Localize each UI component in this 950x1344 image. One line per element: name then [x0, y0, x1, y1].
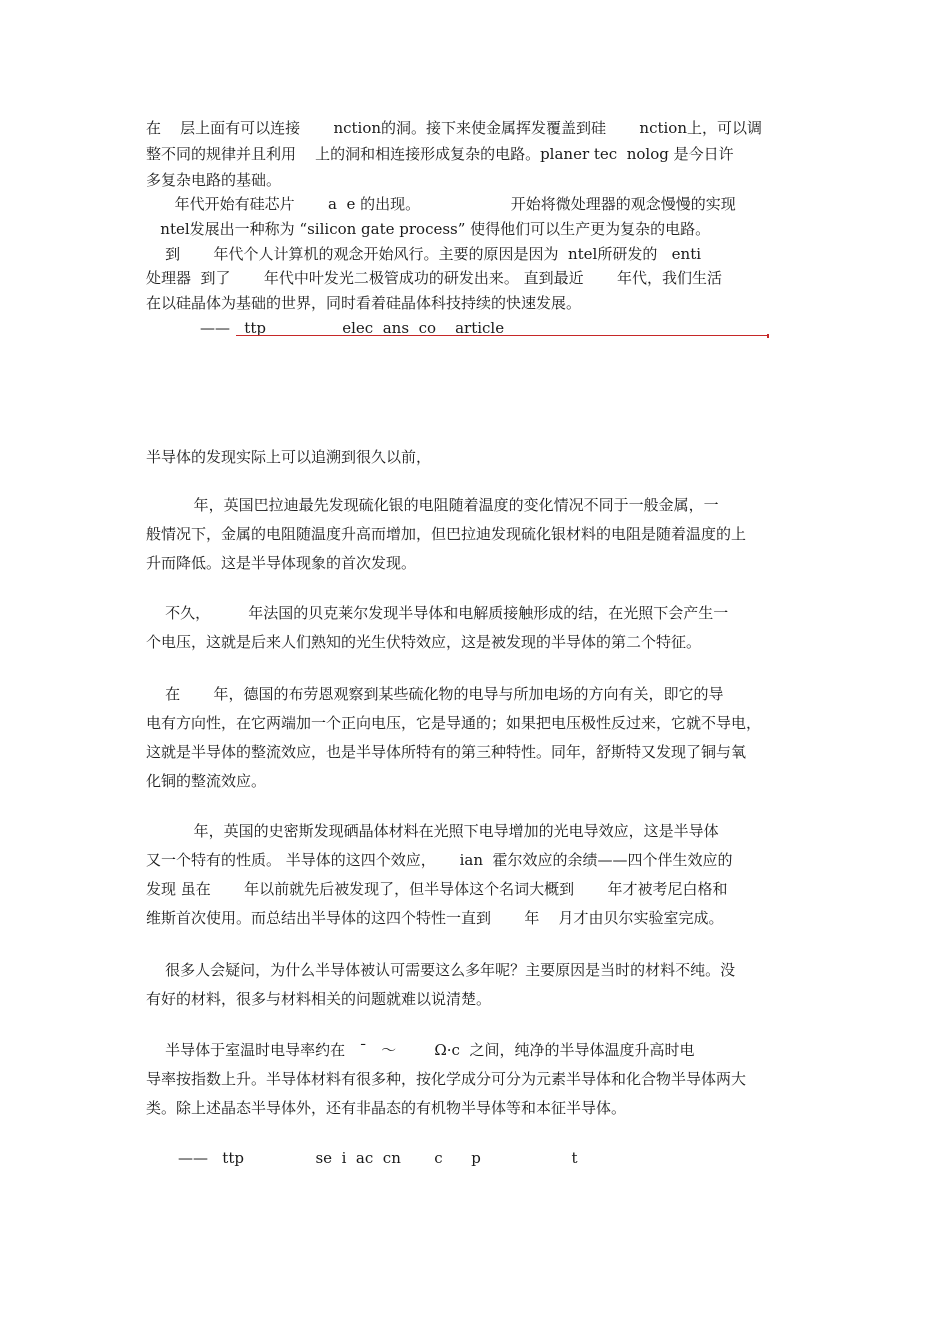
text-line: 这就是半导体的整流效应，也是半导体所特有的第三种特性。同年，舒斯特又发现了铜与氧: [146, 743, 747, 761]
text-line: 个电压，这就是后来人们熟知的光生伏特效应，这是被发现的半导体的第二个特征。: [146, 633, 702, 651]
text-line: 电有方向性，在它两端加一个正向电压，它是导通的；如果把电压极性反过来，它就不导电，: [146, 714, 762, 732]
text-line: 不久， 年法国的贝克莱尔发现半导体和电解质接触形成的结，在光照下会产生一: [146, 604, 729, 622]
text-line: 在 年，德国的布劳恩观察到某些硫化物的电导与所加电场的方向有关，即它的导: [146, 685, 724, 703]
text-line: 般情况下，金属的电阻随温度升高而增加，但巴拉迪发现硫化银材料的电阻是随着温度的上: [146, 525, 747, 543]
text-line: 处理器 到了 年代中叶发光二极管成功的研发出来。 直到最近 年代，我们生活: [146, 269, 723, 287]
text-line: 有好的材料，很多与材料相关的问题就难以说清楚。: [146, 990, 492, 1008]
text-line: 年，英国巴拉迪最先发现硫化银的电阻随着温度的变化情况不同于一般金属，一: [146, 496, 719, 514]
reference-link[interactable]: —— ttp elec ans co article: [200, 319, 505, 337]
text-line: 维斯首次使用。而总结出半导体的这四个特性一直到 年 月才由贝尔实验室完成。: [146, 909, 724, 927]
text-line: 年代开始有硅芯片 a e 的出现。 开始将微处理器的观念慢慢的实现: [146, 195, 736, 213]
text-line: ntel发展出一种称为 “silicon gate process” 使得他们可以生产更为复杂的电路。: [146, 220, 711, 238]
text-line: 发现 虽在 年以前就先后被发现了，但半导体这个名词大概到 年才被考尼白格和: [146, 880, 728, 898]
text-line: 到 年代个人计算机的观念开始风行。主要的原因是因为 ntel所研发的 enti: [146, 245, 702, 263]
text-line: 又一个特有的性质。 半导体的这四个效应， ian 霍尔效应的余绩——四个伴生效应的: [146, 851, 733, 869]
text-line: 化铜的整流效应。: [146, 772, 267, 790]
text-line: 多复杂电路的基础。: [146, 171, 282, 189]
text-line: 半导体于室温时电导率约在 ¯ ～ Ω·c 之间，纯净的半导体温度升高时电: [146, 1041, 695, 1059]
link-underline: [236, 335, 769, 336]
text-line: 整不同的规律并且利用 上的洞和相连接形成复杂的电路。planer tec nolog 是今日许: [146, 145, 734, 163]
text-line: 导率按指数上升。半导体材料有很多种，按化学成分可分为元素半导体和化合物半导体两大: [146, 1070, 747, 1088]
text-line: 年，英国的史密斯发现硒晶体材料在光照下电导增加的光电导效应，这是半导体: [146, 822, 719, 840]
text-line: 很多人会疑问，为什么半导体被认可需要这么多年呢？主要原因是当时的材料不纯。没: [146, 961, 736, 979]
text-line: 在以硅晶体为基础的世界，同时看着硅晶体科技持续的快速发展。: [146, 294, 582, 312]
text-line: 在 层上面有可以连接 nction的洞。接下来使金属挥发覆盖到硅 nction上，可以调: [146, 119, 762, 137]
text-line: 类。除上述晶态半导体外，还有非晶态的有机物半导体等和本征半导体。: [146, 1099, 627, 1117]
intro-line: 半导体的发现实际上可以追溯到很久以前，: [146, 448, 432, 466]
reference-link[interactable]: —— ttp se i ac cn c p t: [178, 1149, 578, 1167]
text-line: 升而降低。这是半导体现象的首次发现。: [146, 554, 417, 572]
